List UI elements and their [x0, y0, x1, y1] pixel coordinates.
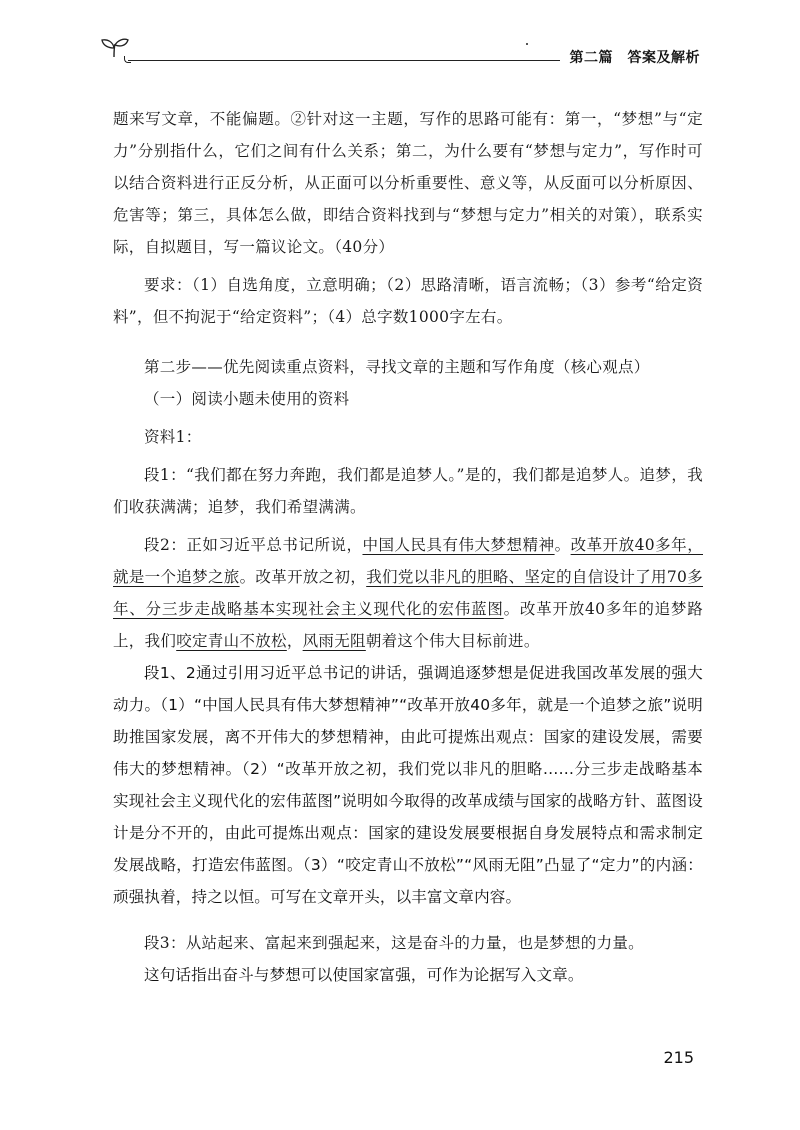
underlined-phrase: 我们党以非凡的胆略、坚定的自信设计了用70多年、分三步走战略基本实现社会主义现代化的宏伟蓝图 — [113, 568, 703, 618]
paragraph-writing-ideas: 题来写文章，不能偏题。②针对这一主题，写作的思路可能有：第一，“梦想”与“定力”分别指什么，它们之间有什么关系；第二，为什么要有“梦想与定力”，写作时可以结合资料进行正反分析，从正面可以分析重要性、意义等，从反面可以分析原因、危害等；第三，具体怎么做，即结合资料找到与“梦想与定力”相关的对策），联系实际，自拟题目，写一篇议论文。（40分） — [113, 110, 703, 256]
segment-two-text: 。 — [554, 536, 571, 554]
underlined-phrase: 改革开放40多年，就是一个追梦之旅 — [113, 536, 703, 586]
sprout-icon — [100, 36, 130, 58]
segment-two-text: 段2：正如习近平总书记所说， — [144, 536, 363, 554]
header-title: 第二篇 答案及解析 — [569, 50, 700, 66]
page-header — [100, 30, 700, 74]
segment-two-text: ， — [286, 632, 303, 650]
header-rule — [128, 60, 560, 61]
segment-two-text: 朝着这个伟大目标前进。 — [365, 632, 540, 650]
underlined-phrase: 中国人民具有伟大梦想精神 — [362, 536, 555, 554]
segment-three: 段3：从站起来、富起来到强起来，这是奋斗的力量，也是梦想的力量。 — [144, 934, 644, 952]
header-dot — [526, 43, 528, 45]
analysis-segment-three: 这句话指出奋斗与梦想可以使国家富强，可作为论据写入文章。 — [144, 966, 584, 984]
paragraph-requirements: 要求：（1）自选角度，立意明确；（2）思路清晰，语言流畅；（3）参考“给定资料”，但不拘泥于“给定资料”；（4）总字数1000字左右。 — [113, 276, 703, 326]
segment-two — [113, 529, 703, 657]
material-label: 资料1： — [144, 428, 202, 446]
segment-two-text: 。改革开放40多年的追梦路上，我们 — [113, 600, 704, 650]
segment-one: 段1：“我们都在努力奔跑，我们都是追梦人。”是的，我们都是追梦人。追梦，我们收获满满；追梦，我们希望满满。 — [113, 466, 703, 516]
analysis-segments-one-two: 段1、2通过引用习近平总书记的讲话，强调追逐梦想是促进我国改革发展的强大动力。（1）“中国人民具有伟大梦想精神”“改革开放40多年，就是一个追梦之旅”说明助推国家发展，离不开伟大的梦想精神，由此可提炼出观点：国家的建设发展，需要伟大的梦想精神。（2）“改革开放之初，我们党以非凡的胆略……分三步走战略基本实现社会主义现代化的宏伟蓝图”说明如今取得的改革成绩与国家的战略方针、蓝图设计是分不开的，由此可提炼出观点：国家的建设发展要根据自身发展特点和需求制定发展战略，打造宏伟蓝图。（3）“咬定青山不放松”“风雨无阻”凸显了“定力”的内涵：顽强执着，持之以恒。可写在文章开头，以丰富文章内容。 — [113, 664, 703, 906]
subsection-heading: （一）阅读小题未使用的资料 — [144, 390, 350, 408]
underlined-phrase: 咬定青山不放松 — [176, 632, 287, 650]
step-two-heading: 第二步——优先阅读重点资料，寻找文章的主题和写作角度（核心观点） — [144, 358, 650, 376]
page-content — [113, 103, 703, 991]
page-number: 215 — [663, 1048, 694, 1067]
underlined-phrase: 风雨无阻 — [302, 632, 366, 650]
segment-two-text: 。改革开放之初， — [239, 568, 367, 586]
